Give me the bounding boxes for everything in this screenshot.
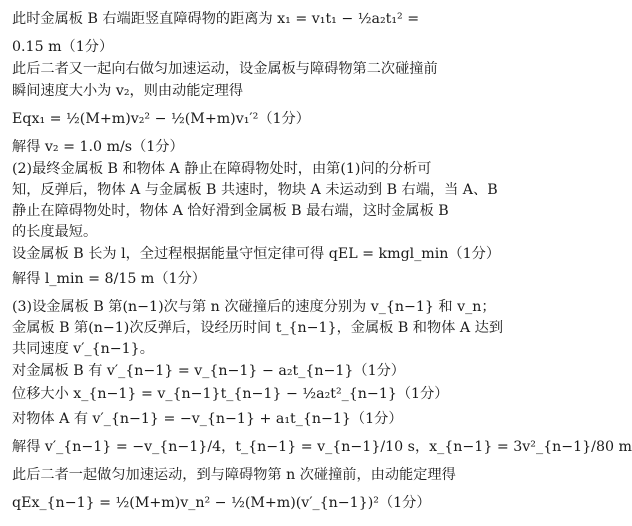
text-line-8: 知，反弹后，物体 A 与金属板 B 共速时，物块 A 未运动到 B 右端，当 A、B xyxy=(12,182,498,198)
text-line-19: 解得 v′_{n−1} = −v_{n−1}/4，t_{n−1} = v_{n−1}/10 s，x_{n−1} = 3v²_{n−1}/80 m xyxy=(12,439,632,455)
text-line-21: qEx_{n−1} = ½(M+m)v_n² − ½(M+m)(v′_{n−1})²（1分） xyxy=(12,495,431,511)
text-line-11: 设金属板 B 长为 l，全过程根据能量守恒定律可得 qEL = kmgl_min（1分） xyxy=(12,246,501,262)
text-line-12: 解得 l_min = 8/15 m（1分） xyxy=(12,271,206,287)
text-line-18: 对物体 A 有 v′_{n−1} = −v_{n−1} + a₁t_{n−1}（1分） xyxy=(12,411,403,427)
text-line-13: (3)设金属板 B 第(n−1)次与第 n 次碰撞后的速度分别为 v_{n−1} 和 v_n； xyxy=(12,299,496,315)
text-line-16: 对金属板 B 有 v′_{n−1} = v_{n−1} − a₂t_{n−1}（1分） xyxy=(12,363,405,379)
text-line-7: (2)最终金属板 B 和物体 A 静止在障碍物处时，由第(1)问的分析可 xyxy=(12,161,432,177)
text-line-1: 此时金属板 B 右端距竖直障碍物的距离为 x₁ = v₁t₁ − ½a₂t₁² = xyxy=(12,11,420,27)
text-line-15: 共同速度 v′_{n−1}。 xyxy=(12,341,154,357)
equation-line-5: Eqx₁ = ½(M+m)v₂² − ½(M+m)v₁′²（1分） xyxy=(12,111,310,127)
text-line-14: 金属板 B 第(n−1)次反弹后，设经历时间 t_{n−1}，金属板 B 和物体 A 达到 xyxy=(12,320,504,336)
text-line-10: 的长度最短。 xyxy=(12,224,98,240)
text-line-9: 静止在障碍物处时，物体 A 恰好滑到金属板 B 最右端，这时金属板 B xyxy=(12,203,449,219)
text-line-3: 此后二者又一起向右做匀加速运动，设金属板与障碍物第二次碰撞前 xyxy=(12,61,438,77)
text-line-4: 瞬间速度大小为 v₂，则由动能定理得 xyxy=(12,83,244,99)
text-line-2: 0.15 m（1分） xyxy=(12,39,114,55)
text-line-20: 此后二者一起做匀加速运动，到与障碍物第 n 次碰撞前，由动能定理得 xyxy=(12,467,456,483)
text-line-6: 解得 v₂ = 1.0 m/s（1分） xyxy=(12,139,184,155)
text-line-17: 位移大小 x_{n−1} = v_{n−1}t_{n−1} − ½a₂t²_{n−1}（1分） xyxy=(12,386,449,402)
